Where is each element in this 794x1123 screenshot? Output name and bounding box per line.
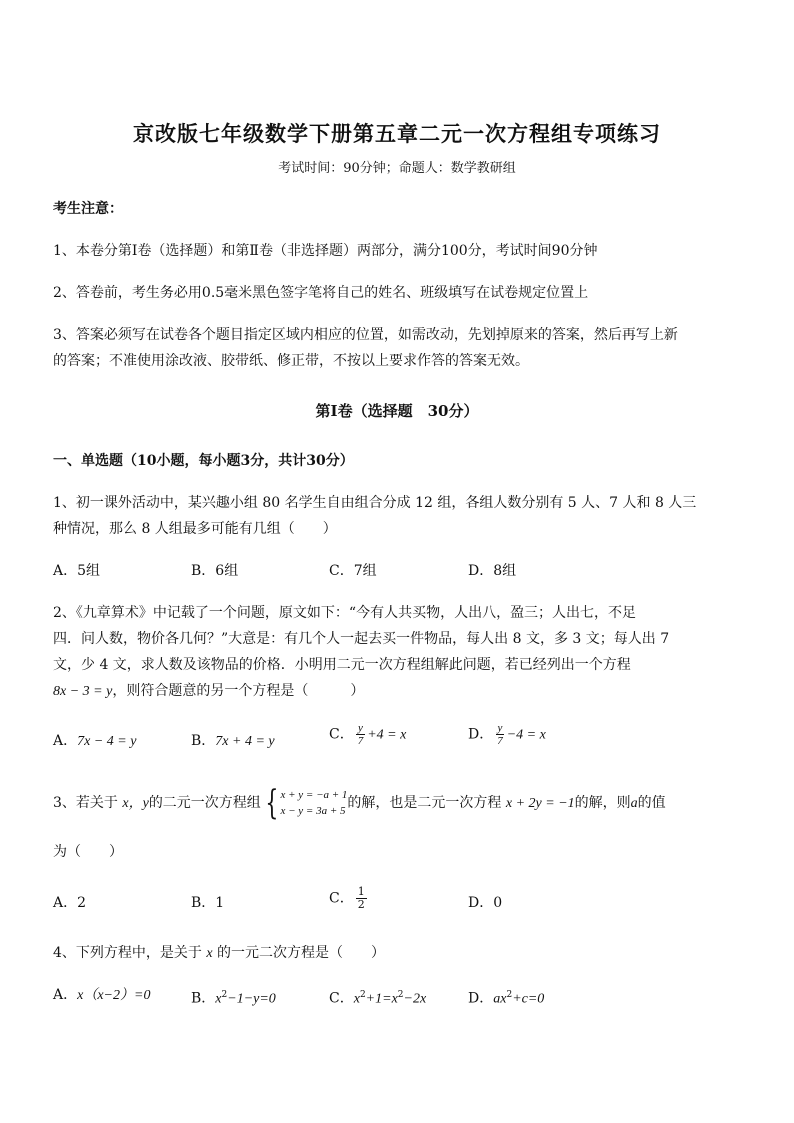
q4-prefix: 4、下列方程中，是关于 (53, 945, 202, 961)
q3-var-a: a (630, 796, 638, 811)
page-title: 京改版七年级数学下册第五章二元一次方程组专项练习 (133, 121, 661, 146)
q2-option-b (191, 731, 275, 752)
q2-option-d-label: D． (468, 726, 494, 743)
q4-option-b-label: B． (191, 990, 216, 1007)
fraction-numerator: 1 (357, 885, 365, 898)
q2-line1: 2、《九章算术》中记载了一个问题，原文如下：“今有人共买物，人出八，盈三；人出七，不足 (53, 605, 637, 621)
exam-info: 考试时间：90分钟；命题人：数学教研组 (278, 161, 516, 176)
q3-vars: x，y (122, 796, 149, 811)
fraction-denominator: 7 (497, 735, 503, 747)
q4-option-c-rest: −2x (403, 991, 427, 1007)
q3-option-c-label: C． (329, 890, 354, 907)
fraction-numerator: y (497, 722, 503, 734)
q1-option-a: A．5组 (53, 563, 101, 579)
notes-heading: 考生注意： (53, 201, 123, 217)
q4-option-c-x: x (353, 991, 360, 1007)
superscript: 2 (221, 990, 228, 1000)
section-title: 第Ⅰ卷（选择题 30分） (315, 402, 479, 420)
fraction-denominator: 7 (357, 735, 364, 747)
q2-line4-text: ，则符合题意的另一个方程是（ ） (112, 683, 365, 699)
fraction-numerator: y (358, 722, 363, 734)
q2-given-equation: 8x − 3 = y (53, 684, 113, 699)
brace-icon: { (265, 783, 279, 823)
note-item-3: 3、答案必须写在试卷各个题目指定区域内相应的位置，如需改动，先划掉原来的答案，然后再写上新 (53, 327, 678, 343)
q3-after-system: 的解，也是二元一次方程 (347, 795, 502, 811)
q3-line1 (53, 783, 666, 823)
q2-option-b-label: B． (191, 733, 216, 749)
q3-option-c (329, 886, 369, 911)
superscript: 2 (359, 990, 366, 1000)
q1-line2: 种情况，那么 8 人组最多可能有几组（ ） (53, 521, 337, 537)
q4-option-d-rest: +c=0 (512, 991, 545, 1007)
q3-eq3: x + 2y = −1 (505, 796, 575, 811)
q2-option-c (329, 722, 406, 747)
q4-option-a-label: A． (53, 987, 78, 1003)
q2-line2: 四．问人数，物价各几何？”大意是：有几个人一起去买一件物品，每人出 8 文，多 3 文；每人出 7 (53, 631, 670, 647)
q4-option-c-label: C． (329, 990, 354, 1007)
q4-option-b (191, 985, 276, 1010)
q2-option-c-rest: +4 = x (367, 727, 407, 743)
note-item-3-cont: 的答案；不准使用涂改液、胶带纸、修正带，不按以上要求作答的答案无效。 (53, 353, 529, 369)
q1-line1: 1、初一课外活动中，某兴趣小组 80 名学生自由组合分成 12 组，各组人数分别有 5 人、7 人和 8 人三 (53, 495, 697, 511)
note-item-2: 2、答卷前，考生务必用0.5毫米黑色签字笔将自己的姓名、班级填写在试卷规定位置上 (53, 285, 589, 301)
q2-option-b-eq: 7x + 4 = y (215, 734, 275, 749)
q4-option-d-ax: ax (493, 991, 507, 1007)
q4-option-a (53, 985, 150, 1006)
fraction (356, 886, 367, 911)
q3-option-b: B．1 (191, 895, 225, 911)
q1-option-c: C．7组 (329, 563, 377, 579)
superscript: 2 (397, 990, 404, 1000)
q3-option-d: D．0 (468, 895, 503, 911)
q2-option-c-label: C． (329, 726, 354, 743)
part-heading: 一、单选题（10小题，每小题3分，共计30分） (53, 453, 354, 469)
q4-suffix: 的一元二次方程是（ ） (217, 945, 386, 961)
q4-option-c-mid: +1=x (365, 991, 398, 1007)
q2-option-d (468, 722, 546, 747)
q3-equation-system (280, 787, 347, 819)
q2-option-d-rest: −4 = x (506, 727, 546, 743)
q3-line2: 为（ ） (53, 844, 123, 860)
q4-option-c (329, 985, 426, 1010)
q4-option-a-eq: x（x−2）=0 (77, 988, 151, 1003)
q1-option-d: D．8组 (468, 563, 517, 579)
q4-option-b-x: x (215, 991, 222, 1007)
q4-option-d-label: D． (468, 990, 494, 1007)
q3-eq2: x − y = 3a + 5 (280, 805, 346, 817)
q4-option-d (468, 985, 544, 1010)
q1-option-b: B．6组 (191, 563, 239, 579)
superscript: 2 (506, 990, 513, 1000)
q2-line3: 文，少 4 文，求人数及该物品的价格．小明用二元一次方程组解此问题，若已经列出一个方程 (53, 657, 631, 673)
q3-mid: 的二元一次方程组 (148, 795, 261, 811)
q3-prefix: 3、若关于 (53, 795, 118, 811)
q4-option-b-rest: −1−y=0 (227, 991, 276, 1007)
q3-eq1: x + y = −a + 1 (280, 789, 348, 801)
q3-end: 的值 (637, 795, 666, 811)
q2-option-a (53, 731, 136, 752)
q4-stem (53, 943, 385, 964)
fraction (356, 722, 366, 747)
q3-after-eq3: 的解，则 (574, 795, 631, 811)
q2-option-a-label: A． (53, 733, 78, 749)
note-item-1: 1、本卷分第Ⅰ卷（选择题）和第Ⅱ卷（非选择题）两部分，满分100分，考试时间90分钟 (53, 243, 598, 259)
q2-option-a-eq: 7x − 4 = y (77, 734, 137, 749)
fraction-denominator: 2 (357, 898, 365, 911)
fraction (495, 722, 505, 747)
q4-var: x (206, 946, 213, 961)
q2-line4 (53, 681, 364, 702)
q3-option-a: A．2 (53, 895, 87, 911)
